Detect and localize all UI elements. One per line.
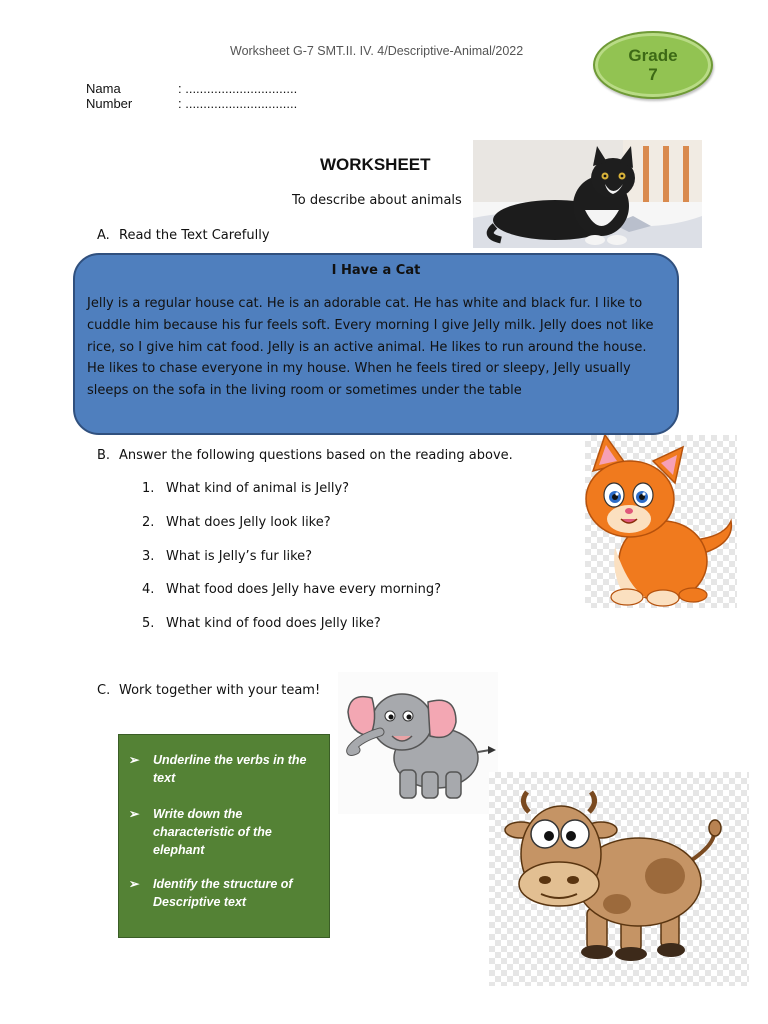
worksheet-subtitle: To describe about animals [292, 193, 462, 208]
question-text: What food does Jelly have every morning? [166, 582, 442, 597]
reading-text-box [73, 253, 679, 435]
number-field [86, 96, 297, 111]
number-label: Number [86, 96, 133, 111]
task-text: Identify the structure of Descriptive text [153, 877, 293, 909]
section-c-text: Work together with your team! [119, 683, 321, 698]
question-number: 3. [142, 549, 155, 564]
elephant-image [338, 672, 498, 814]
question-3 [142, 549, 312, 564]
section-b-heading [97, 448, 513, 463]
number-blank: : ............................... [178, 96, 298, 111]
grade-value: 7 [648, 65, 658, 84]
question-1 [142, 481, 349, 496]
reading-title: I Have a Cat [331, 263, 421, 278]
question-number: 5. [142, 616, 155, 631]
grade-label: Grade [628, 46, 678, 65]
section-c-heading [97, 683, 320, 698]
section-c-letter: C. [97, 683, 111, 698]
task-text: Write down the characteristic of the elephant [153, 807, 272, 857]
question-number: 4. [142, 582, 155, 597]
arrow-bullet-icon: ➢ [129, 807, 140, 821]
task-item-3 [129, 875, 313, 911]
reading-body: Jelly is a regular house cat. He is an adorable cat. He has white and black fur. I like to cuddle him because his fur feels soft. Every morning I give Jelly milk. Jelly does not like rice, so I give him cat food. Jelly is an active animal. He likes to run around the house. He likes to chase everyone in my house. When he feels tired or sleepy, Jelly usually sleeps on the sofa in the living room or sometimes under the table [87, 296, 654, 399]
worksheet-title: WORKSHEET [320, 155, 431, 174]
section-b-text: Answer the following questions based on the reading above. [119, 448, 513, 463]
team-task-box [118, 734, 330, 938]
name-blank: : ............................... [178, 81, 298, 96]
question-text: What does Jelly look like? [166, 515, 331, 530]
question-5 [142, 616, 381, 631]
question-text: What kind of food does Jelly like? [166, 616, 381, 631]
question-4 [142, 582, 441, 597]
task-text: Underline the verbs in the text [153, 753, 307, 785]
worksheet-code: Worksheet G-7 SMT.II. IV. 4/Descriptive-Animal/2022 [230, 44, 524, 58]
arrow-bullet-icon: ➢ [129, 753, 140, 767]
section-a-text: Read the Text Carefully [119, 228, 270, 243]
cat-photo [473, 140, 702, 248]
section-a-letter: A. [97, 228, 110, 243]
arrow-bullet-icon: ➢ [129, 877, 140, 891]
grade-badge [593, 31, 713, 99]
question-number: 2. [142, 515, 155, 530]
cow-image [489, 772, 749, 986]
name-field [86, 81, 297, 96]
question-2 [142, 515, 331, 530]
name-label: Nama [86, 81, 121, 96]
section-a-heading [97, 228, 270, 243]
task-item-1 [129, 751, 313, 787]
section-b-letter: B. [97, 448, 111, 463]
question-text: What kind of animal is Jelly? [166, 481, 350, 496]
task-item-2 [129, 805, 313, 859]
cartoon-cat-image [585, 435, 737, 608]
question-number: 1. [142, 481, 155, 496]
question-text: What is Jelly’s fur like? [166, 549, 313, 564]
